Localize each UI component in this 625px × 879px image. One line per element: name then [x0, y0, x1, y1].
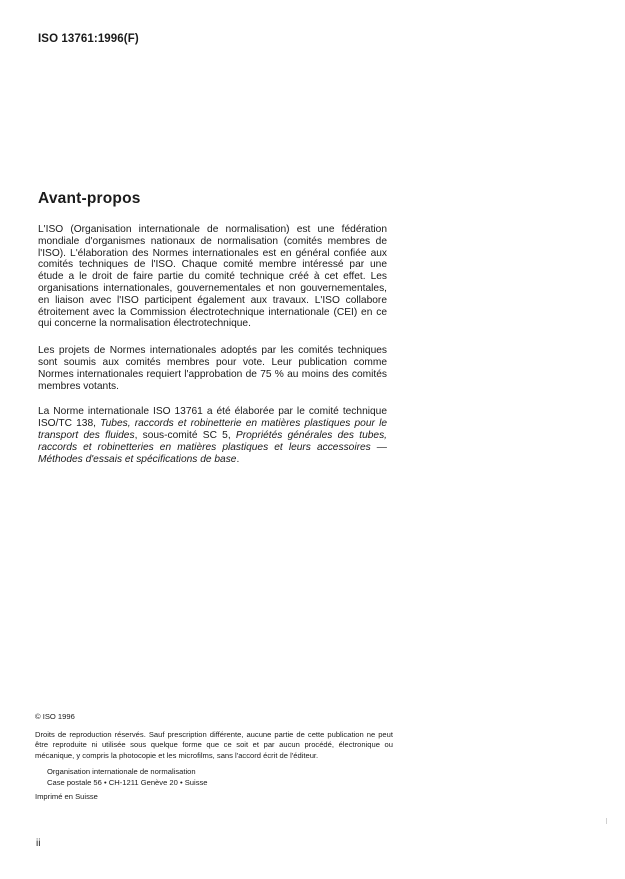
- address-postal: Case postale 56 • CH-1211 Genève 20 • Suisse: [47, 777, 208, 787]
- subcommittee-title: Propriétés générales des tubes, raccords et robinetteries en matières plastiques et leurs accessoires — Méthodes d'essais et spécifications de base: [38, 429, 387, 465]
- publisher-address: [47, 767, 393, 788]
- committee-text-3: .: [236, 453, 240, 465]
- copyright-block: [35, 712, 393, 802]
- page-number: ii: [36, 838, 41, 849]
- scan-artifact: [606, 818, 607, 824]
- committee-text-1: La Norme internationale ISO 13761 a été élaborée par le comité technique ISO/TC 138,: [38, 406, 387, 430]
- committee-title: Tubes, raccords et robinetterie en matières plastiques pour le transport des fluides: [38, 418, 387, 441]
- address-organisation: Organisation internationale de normalisation: [47, 767, 196, 777]
- copyright-notice: © ISO 1996: [35, 712, 75, 721]
- paragraph-committee: [38, 406, 387, 465]
- paragraph-voting: Les projets de Normes internationales adoptés par les comités techniques sont soumis aux comités membres pour vote. Leur publication comme Normes internationales requiert l'approbation de 75 % au moins des comités membres votants.: [38, 345, 387, 392]
- foreword-body: [38, 224, 387, 477]
- printed-in: Imprimé en Suisse: [35, 791, 98, 801]
- document-id: ISO 13761:1996(F): [38, 33, 139, 45]
- section-title: Avant-propos: [38, 190, 141, 207]
- committee-text-2: , sous-comité SC 5,: [134, 429, 236, 441]
- paragraph-iso-description: L'ISO (Organisation internationale de normalisation) est une fédération mondiale d'organismes nationaux de normalisation (comités membres de l'ISO). L'élaboration des Normes internationales est en général confiée aux comités techniques de l'ISO. Chaque comité membre intéressé par une étude a le droit de faire partie du comité technique créé à cet effet. Les organisations internationales, gouvernementales et non gouvernementales, en liaison avec l'ISO participent également aux travaux. L'ISO collabore étroitement avec la Commission électrotechnique internationale (CEI) en ce qui concerne la normalisation électrotechnique.: [38, 224, 387, 330]
- reproduction-rights: Droits de reproduction réservés. Sauf prescription différente, aucune partie de cette publication ne peut être reproduite ni utilisée sous quelque forme que ce soit et par aucun procédé, électronique ou mécanique, y compris la photocopie et les microfilms, sans l'accord écrit de l'éditeur.: [35, 729, 393, 760]
